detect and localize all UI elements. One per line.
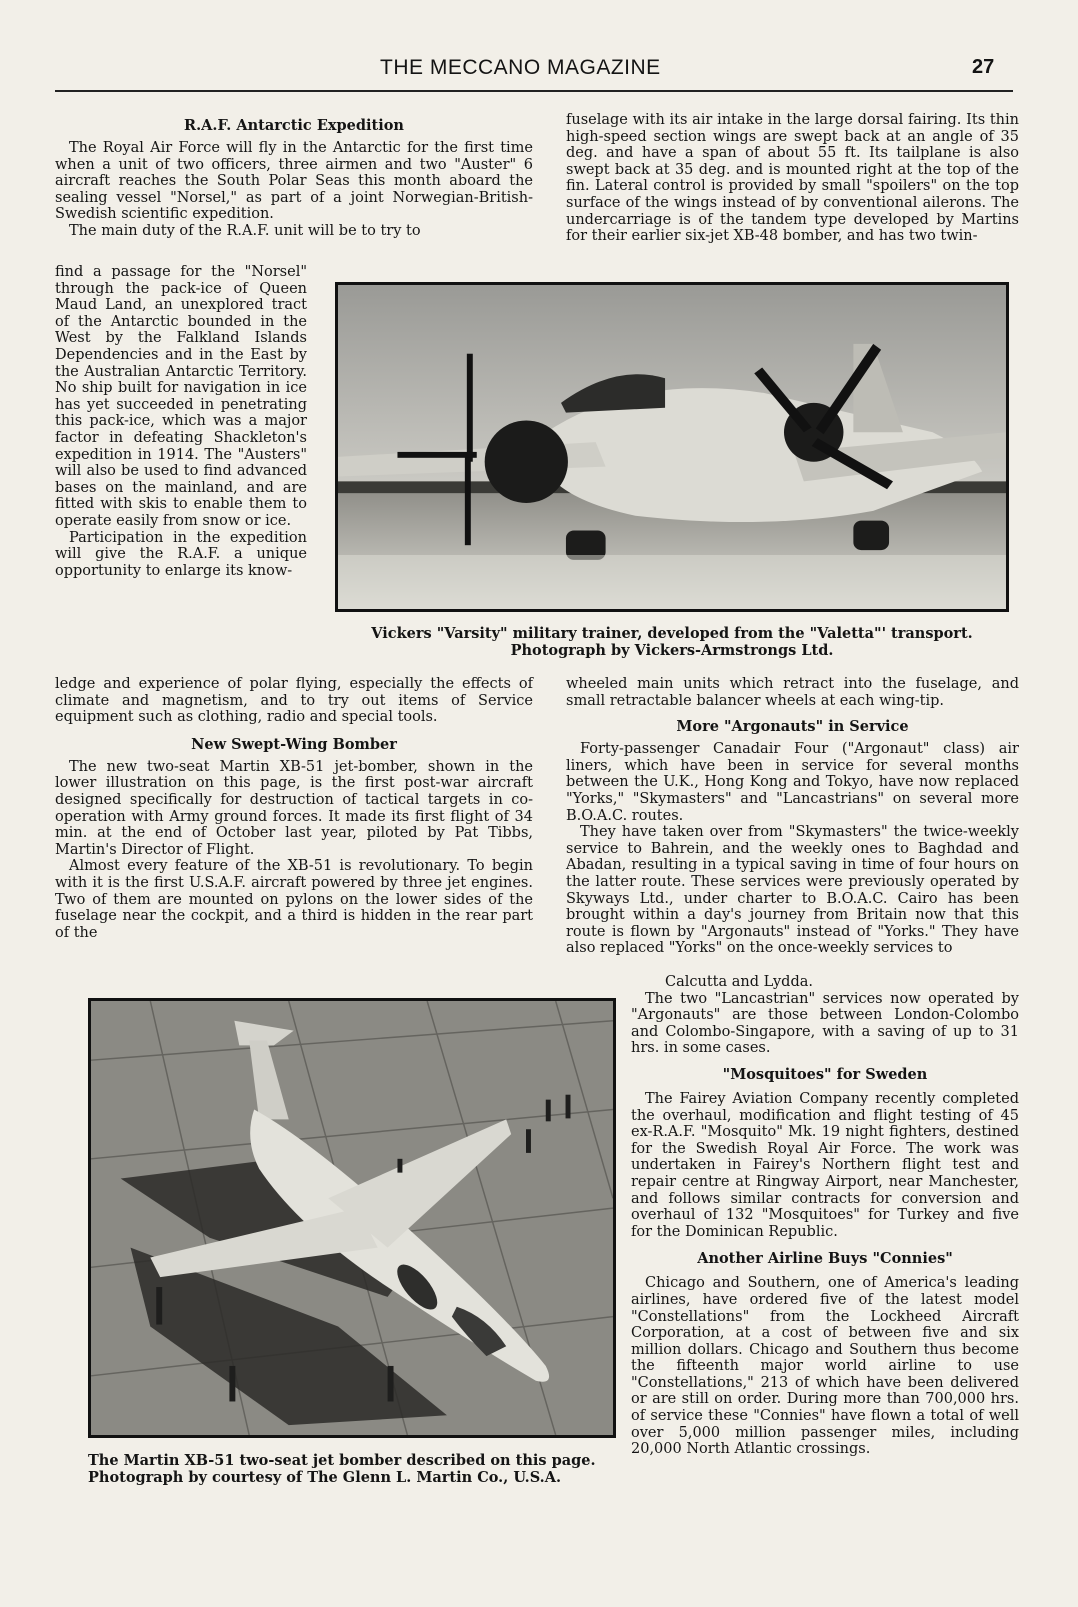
- martin-caption-line-1: The Martin XB-51 two-seat jet bomber described on this page.: [88, 1452, 596, 1469]
- raf-paragraph-3-cont: ledge and experience of polar flying, especially the effects of climate and magnetism, and to try out items of Service equipment such as clothing, radio and special tools.: [55, 676, 533, 726]
- martin-caption: [88, 1452, 628, 1486]
- mosquitoes-paragraph-1: The Fairey Aviation Company recently completed the overhaul, modification and flight testing of 45 ex-R.A.F. "Mosquito" Mk. 19 night fighters, destined for the Swedish Royal Air Force. The work was undertaken in Fairey's Northern flight test and repair centre at Ringway Airport, near Manchester, and follows similar contracts for conversion and overhaul of 132 "Mosquitoes" for Turkey and five for the Dominican Republic.: [631, 1090, 1019, 1240]
- argonauts-paragraph-1: Forty-passenger Canadair Four ("Argonaut" class) air liners, which have been in service for several months between the U.K., Hong Kong and Tokyo, have now replaced "Yorks," "Skymasters" and "Lancastrians" on several more B.O.A.C. routes.: [566, 741, 1019, 824]
- swept-paragraph-4: wheeled main units which retract into the fuselage, and small retractable balancer wheels at each wing-tip.: [566, 676, 1019, 709]
- varsity-caption-line-2: Photograph by Vickers-Armstrongs Ltd.: [510, 642, 834, 659]
- header-rule: [55, 90, 1013, 92]
- connies-heading: Another Airline Buys "Connies": [697, 1250, 953, 1268]
- raf-paragraph-3-start: Participation in the expedition will give the R.A.F. a unique opportunity to enlarge its know-: [55, 529, 307, 579]
- argonauts-heading: More "Argonauts" in Service: [676, 718, 909, 736]
- raf-heading: R.A.F. Antarctic Expedition: [184, 117, 404, 134]
- right-column-top: [566, 112, 1019, 245]
- raf-paragraph-2-cont: find a passage for the "Norsel" through the pack-ice of Queen Maud Land, an unexplored tract of the Antarctic bounded in the West by the Falkland Islands Dependencies and in the East by the Australian Antarctic Territory. No ship built for navigation in ice has yet succeeded in penetrating this pack-ice, which was a major factor in defeating Shackleton's expedition in 1914. The "Austers" will also be used to find advanced bases on the mainland, and are fitted with skis to enable them to operate easily from snow or ice.: [55, 264, 307, 529]
- right-column-middle: [566, 676, 1019, 957]
- varsity-aircraft-illustration: [338, 285, 1006, 609]
- argonauts-paragraph-3: The two "Lancastrian" services now operated by "Argonauts" are those between London-Colombo and Colombo-Singapore, with a saving of up to 31 hrs. in some cases.: [631, 990, 1019, 1057]
- swept-paragraph-2: Almost every feature of the XB-51 is revolutionary. To begin with it is the first U.S.A.F. aircraft powered by three jet engines. Two of them are mounted on pylons on the lower sides of the fuselage near the cockpit, and a third is hidden in the rear part of the: [55, 858, 533, 941]
- left-column-lower: [55, 676, 533, 941]
- varsity-caption-line-1: Vickers "Varsity" military trainer, developed from the "Valetta"' transport.: [371, 625, 973, 642]
- swept-paragraph-3: fuselage with its air intake in the large dorsal fairing. Its thin high-speed section wings are swept back at an angle of 35 deg. and have a span of about 55 ft. Its tailplane is also swept back at 35 deg. and is mounted right at the top of the fin. Lateral control is provided by small "spoilers" on the top surface of the wings instead of by conventional ailerons. The undercarriage is of the tandem type developed by Martins for their earlier six-jet XB-48 bomber, and has two twin-: [566, 112, 1019, 245]
- swept-paragraph-1: The new two-seat Martin XB-51 jet-bomber, shown in the lower illustration on this page, is the first post-war aircraft designed specifically for destruction of tactical targets in co-operation with Army ground forces. It made its first flight of 34 min. at the end of October last year, piloted by Pat Tibbs, Martin's Director of Flight.: [55, 758, 533, 858]
- argonauts-paragraph-2: They have taken over from "Skymasters" the twice-weekly service to Bahrein, and the weekly ones to Baghdad and Abadan, resulting in a typical saving in time of four hours on the latter route. These services were previously operated by Skyways Ltd., under charter to B.O.A.C. Cairo has been brought within a day's journey from Britain now that this route is flown by "Argonauts" instead of "Yorks." They have also replaced "Yorks" on the once-weekly services to: [566, 824, 1019, 957]
- raf-narrow-column: [55, 264, 307, 579]
- running-header: [0, 56, 1078, 86]
- connies-paragraph-1: Chicago and Southern, one of America's leading airlines, have ordered five of the latest model "Constellations" from the Lockheed Aircraft Corporation, at a cost of between five and six million dollars. Chicago and Southern thus become the fifteenth major world airline to use "Constellations," 213 of which have been delivered or are still on order. During more than 700,000 hrs. of service these "Connies" have flown a total of well over 5,000 million passenger miles, including 20,000 North Atlantic crossings.: [631, 1275, 1019, 1458]
- magazine-title: THE MECCANO MAGAZINE: [380, 56, 661, 79]
- page-number: 27: [972, 56, 995, 78]
- raf-paragraph-2-start: The main duty of the R.A.F. unit will be to try to: [69, 222, 421, 239]
- raf-article-top: [55, 116, 533, 240]
- martin-xb51-photo: [88, 998, 616, 1438]
- argonauts-paragraph-2-end: Calcutta and Lydda.: [665, 974, 814, 990]
- martin-xb51-aircraft-illustration: [91, 1001, 613, 1435]
- mosquitoes-heading: "Mosquitoes" for Sweden: [722, 1065, 928, 1083]
- varsity-photo: [335, 282, 1009, 612]
- varsity-caption: [335, 625, 1009, 659]
- raf-paragraph-1: The Royal Air Force will fly in the Antarctic for the first time when a unit of two officers, three airmen and two "Auster" 6 aircraft reaches the South Polar Seas this month aboard the sealing vessel "Norsel," as part of a joint Norwegian-British-Swedish scientific expedition.: [55, 140, 533, 223]
- martin-caption-line-2: Photograph by courtesy of The Glenn L. Martin Co., U.S.A.: [88, 1469, 561, 1486]
- swept-heading: New Swept-Wing Bomber: [191, 735, 397, 753]
- right-narrow-column: [631, 974, 1019, 1458]
